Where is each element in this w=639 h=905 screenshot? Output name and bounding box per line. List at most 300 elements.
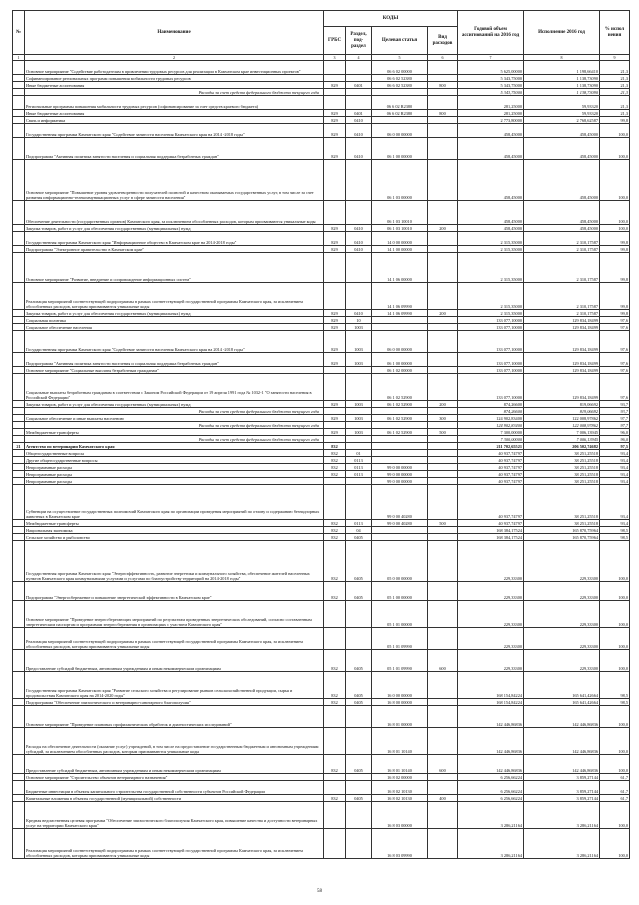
- row-razdel: [346, 61, 372, 75]
- row-plan-amount: 229,33300: [458, 582, 524, 601]
- row-expense-type: [428, 160, 458, 201]
- row-expense-type: [428, 283, 458, 310]
- row-grbs: [324, 485, 346, 520]
- row-expense-type: [428, 96, 458, 110]
- row-expense-type: [428, 802, 458, 829]
- table-row: [13, 443, 630, 450]
- header-codes: КОДЫ: [324, 11, 458, 27]
- row-razdel: 0405: [346, 582, 372, 601]
- row-expense-type: 800: [428, 110, 458, 117]
- row-actual-amount: 38 251,25518: [524, 450, 600, 457]
- row-target-article: [372, 443, 428, 450]
- row-razdel: [346, 802, 372, 829]
- row-target-article: 05 1 01 09990: [372, 650, 428, 672]
- row-percent: 97,6: [600, 374, 630, 401]
- row-actual-amount: 142 446,86836: [524, 728, 600, 755]
- row-expense-type: [428, 774, 458, 781]
- row-percent: 99,8: [600, 246, 630, 253]
- header-num: №: [13, 11, 25, 55]
- row-razdel: 0410: [346, 310, 372, 317]
- row-target-article: 06 1 00 00000: [372, 138, 428, 160]
- row-name: Расходы за счет средств федерального бюджета текущего года: [25, 422, 324, 429]
- row-name: Сельское хозяйство и рыболовство: [25, 534, 324, 541]
- row-name: Расходы на обеспечение деятельности (оказание услуг) учреждений, в том числе на предоставление государственным бюджетным и автономным учреждениям субсидий, за исключением обособленных расходов, которым присваиваются уникальные коды: [25, 728, 324, 755]
- row-plan-amount: 874,26600: [458, 408, 524, 415]
- row-plan-amount: 5 343,75000: [458, 82, 524, 89]
- row-percent: 100,0: [600, 124, 630, 138]
- row-grbs: [324, 628, 346, 650]
- row-razdel: [346, 408, 372, 415]
- row-percent: 97,5: [600, 443, 630, 450]
- row-target-article: 06 1 02 00000: [372, 367, 428, 374]
- row-actual-amount: 819,06692: [524, 401, 600, 408]
- row-percent: 97,6: [600, 317, 630, 324]
- row-plan-amount: 6 256,66224: [458, 781, 524, 795]
- row-percent: 98,5: [600, 672, 630, 699]
- row-target-article: 16 8 03 00000: [372, 802, 428, 829]
- table-row: [13, 728, 630, 755]
- row-number: [13, 246, 25, 253]
- row-name: Реализация мероприятий соответствующей подпрограммы в рамках соответствующей государственной программы Камчатского края, за исключением обособленных расходов, которым присваиваются уникальные коды: [25, 283, 324, 310]
- row-expense-type: [428, 471, 458, 478]
- table-note-row: [13, 436, 630, 443]
- table-row: [13, 534, 630, 541]
- row-percent: 21,3: [600, 96, 630, 110]
- table-row: [13, 367, 630, 374]
- row-actual-amount: 165 870,75964: [524, 527, 600, 534]
- row-name: Предоставление субсидий бюджетным, автономным учреждениям и иным некоммерческим организациям: [25, 650, 324, 672]
- row-name: Основное мероприятие "Содействие работодателям в привлечении трудовых ресурсов для реализации в Камчатском крае инвестиционных проектов": [25, 61, 324, 75]
- row-plan-amount: 168 384,17524: [458, 527, 524, 534]
- row-name: Государственная программа Камчатского края "Информационное общество в Камчатском крае на 2014-2018 годы": [25, 232, 324, 246]
- row-razdel: 0401: [346, 82, 372, 89]
- row-number: [13, 374, 25, 401]
- row-razdel: 04: [346, 527, 372, 534]
- row-percent: 93,4: [600, 520, 630, 527]
- row-grbs: [324, 75, 346, 82]
- row-plan-amount: 40 937,74797: [458, 471, 524, 478]
- row-number: [13, 755, 25, 774]
- row-percent: 96,0: [600, 429, 630, 436]
- row-percent: 93,4: [600, 450, 630, 457]
- row-name: Агентство по ветеринарии Камчатского края: [25, 443, 324, 450]
- row-target-article: 05 1 01 09990: [372, 628, 428, 650]
- row-number: [13, 422, 25, 429]
- row-expense-type: [428, 436, 458, 443]
- table-row: [13, 672, 630, 699]
- row-target-article: 14 1 06 09990: [372, 283, 428, 310]
- row-grbs: 832: [324, 464, 346, 471]
- row-grbs: 832: [324, 795, 346, 802]
- row-razdel: 0410: [346, 246, 372, 253]
- row-target-article: 14 1 06 09990: [372, 310, 428, 317]
- row-number: [13, 429, 25, 436]
- row-target-article: 06 1 03 10010: [372, 201, 428, 225]
- row-actual-amount: 38 251,25518: [524, 520, 600, 527]
- column-index: 9: [600, 55, 630, 61]
- row-plan-amount: 142 446,86836: [458, 728, 524, 755]
- row-percent: 93,7: [600, 408, 630, 415]
- row-plan-amount: 229,33300: [458, 628, 524, 650]
- row-name: Непрограммные расходы: [25, 471, 324, 478]
- row-name: Межбюджетные трансферты: [25, 520, 324, 527]
- row-target-article: [372, 117, 428, 124]
- row-expense-type: 400: [428, 795, 458, 802]
- row-plan-amount: 6 256,66224: [458, 774, 524, 781]
- row-razdel: 0113: [346, 457, 372, 464]
- row-percent: 21,3: [600, 89, 630, 96]
- row-plan-amount: 124 902,83400: [458, 422, 524, 429]
- row-plan-amount: 5 343,75000: [458, 89, 524, 96]
- row-name: Основное мероприятие "Проведение энергосберегающих мероприятий по результатам проведенных энергетических обследований, согласно составленным энергетическим паспортам и программам энергосбережения в организациях с участием Камчатского края": [25, 601, 324, 628]
- row-plan-amount: 168 154,84224: [458, 672, 524, 699]
- row-number: [13, 324, 25, 331]
- row-expense-type: 200: [428, 401, 458, 408]
- row-expense-type: [428, 728, 458, 755]
- row-percent: 100,0: [600, 601, 630, 628]
- table-row: [13, 283, 630, 310]
- row-expense-type: [428, 541, 458, 582]
- row-number: [13, 331, 25, 353]
- row-number: [13, 464, 25, 471]
- row-name: Социальное обеспечение и иные выплаты населению: [25, 415, 324, 422]
- row-razdel: [346, 436, 372, 443]
- row-name: Государственная программа Камчатского края "Содействие занятости населения Камчатского края на 2014 -2018 годы": [25, 331, 324, 353]
- row-expense-type: [428, 450, 458, 457]
- row-number: [13, 527, 25, 534]
- row-actual-amount: 229,33300: [524, 601, 600, 628]
- row-razdel: [346, 89, 372, 96]
- row-target-article: 99 0 00 00000: [372, 478, 428, 485]
- row-expense-type: [428, 124, 458, 138]
- row-actual-amount: 165 870,75964: [524, 534, 600, 541]
- row-percent: 93,4: [600, 464, 630, 471]
- row-name: Региональные программы повышения мобильности трудовых ресурсов (софинансирование за счет средств краевого бюджета): [25, 96, 324, 110]
- row-number: [13, 485, 25, 520]
- row-razdel: 1003: [346, 331, 372, 353]
- row-grbs: 829: [324, 110, 346, 117]
- row-name: Основное мероприятие "Повышение уровня удовлетворенности получателей полнотой и качеством оказываемых государственных услуг, в том числе за счет развития информационно-телекоммуникационных услуг в сфере занятости населения": [25, 160, 324, 201]
- table-row: [13, 353, 630, 367]
- row-actual-amount: 129 834,18499: [524, 331, 600, 353]
- row-percent: 100,0: [600, 138, 630, 160]
- row-name: Закупка товаров, работ и услуг для обеспечения государственных (муниципальных) нужд: [25, 225, 324, 232]
- row-grbs: 829: [324, 353, 346, 367]
- table-row: [13, 201, 630, 225]
- row-name: Социальное обеспечение населения: [25, 324, 324, 331]
- row-target-article: [372, 317, 428, 324]
- row-grbs: 832: [324, 699, 346, 706]
- row-expense-type: [428, 672, 458, 699]
- row-percent: 100,0: [600, 728, 630, 755]
- row-name: Софинансирование региональных программ повышения мобильности трудовых ресурсов: [25, 75, 324, 82]
- row-expense-type: 800: [428, 82, 458, 89]
- row-grbs: [324, 774, 346, 781]
- row-target-article: 05 0 00 00000: [372, 541, 428, 582]
- row-name: Социальные выплаты безработным гражданам в соответствии с Законом Российской Федерации от 19 апреля 1991 года № 1032-1 "О занятости населения в Российской Федерации": [25, 374, 324, 401]
- row-actual-amount: 229,33300: [524, 541, 600, 582]
- row-number: [13, 283, 25, 310]
- table-row: [13, 110, 630, 117]
- table-row: [13, 253, 630, 283]
- row-expense-type: [428, 201, 458, 225]
- row-percent: 97,7: [600, 422, 630, 429]
- row-razdel: 0410: [346, 225, 372, 232]
- row-expense-type: [428, 485, 458, 520]
- row-expense-type: [428, 829, 458, 859]
- row-target-article: 06 1 02 52900: [372, 429, 428, 436]
- row-actual-amount: 7 006,13945: [524, 429, 600, 436]
- row-grbs: 829: [324, 117, 346, 124]
- row-plan-amount: 7 300,00000: [458, 436, 524, 443]
- row-plan-amount: 458,45000: [458, 138, 524, 160]
- page-number: 58: [317, 889, 322, 894]
- row-razdel: 0410: [346, 124, 372, 138]
- row-actual-amount: 1 138,73090: [524, 89, 600, 96]
- row-percent: 100,0: [600, 225, 630, 232]
- row-actual-amount: 129 834,18499: [524, 317, 600, 324]
- row-percent: 93,4: [600, 478, 630, 485]
- row-grbs: [324, 829, 346, 859]
- row-expense-type: [428, 324, 458, 331]
- row-grbs: [324, 802, 346, 829]
- row-razdel: 0401: [346, 110, 372, 117]
- row-actual-amount: 1 138,73090: [524, 75, 600, 82]
- row-actual-amount: 129 834,18499: [524, 353, 600, 367]
- table-row: [13, 650, 630, 672]
- row-plan-amount: 142 446,86836: [458, 706, 524, 728]
- row-expense-type: [428, 706, 458, 728]
- row-expense-type: [428, 478, 458, 485]
- row-razdel: 1003: [346, 401, 372, 408]
- row-target-article: [372, 534, 428, 541]
- row-razdel: 1003: [346, 324, 372, 331]
- row-number: [13, 138, 25, 160]
- row-target-article: [372, 422, 428, 429]
- row-number: [13, 317, 25, 324]
- row-name: Бюджетные инвестиции в объекты капитального строительства государственной собственности субъектов Российской Федерации: [25, 781, 324, 795]
- row-grbs: [324, 408, 346, 415]
- row-plan-amount: 133 077,10000: [458, 317, 524, 324]
- row-actual-amount: 165 641,42664: [524, 672, 600, 699]
- row-plan-amount: 40 937,74797: [458, 464, 524, 471]
- row-percent: 99,8: [600, 310, 630, 317]
- row-expense-type: [428, 781, 458, 795]
- row-percent: 100,0: [600, 650, 630, 672]
- row-percent: 61,7: [600, 795, 630, 802]
- row-target-article: 16 8 02 10130: [372, 795, 428, 802]
- row-name: Расходы за счет средств федерального бюджета текущего года: [25, 436, 324, 443]
- row-actual-amount: 3 859,27144: [524, 795, 600, 802]
- row-expense-type: 300: [428, 415, 458, 422]
- row-expense-type: [428, 89, 458, 96]
- row-name: Кредная ведомственная целевая программа "Обеспечение эпизоотического благополучия Камчатского края, повышение качества и доступности ветеринарных услуг на территории Камчатского края": [25, 802, 324, 829]
- table-row: [13, 795, 630, 802]
- row-expense-type: 200: [428, 310, 458, 317]
- row-target-article: 06 6 02 52380: [372, 75, 428, 82]
- row-number: [13, 232, 25, 246]
- row-plan-amount: 2 315,35000: [458, 246, 524, 253]
- row-target-article: 16 8 02 00000: [372, 774, 428, 781]
- row-plan-amount: 2 773,80000: [458, 117, 524, 124]
- row-name: Подпрограмма "Обеспечение эпизоотического и ветеринарно-санитарного благополучия": [25, 699, 324, 706]
- row-expense-type: [428, 117, 458, 124]
- row-number: [13, 353, 25, 367]
- row-target-article: 16 8 00 00000: [372, 699, 428, 706]
- table-row: [13, 415, 630, 422]
- row-plan-amount: 133 077,10000: [458, 353, 524, 367]
- table-row: [13, 138, 630, 160]
- row-percent: 100,0: [600, 755, 630, 774]
- row-number: [13, 225, 25, 232]
- row-name: Реализация мероприятий соответствующей подпрограммы в рамках соответствующей государственной программы Камчатского края, за исключением обособленных расходов, которым присваиваются уникальные коды: [25, 829, 324, 859]
- row-razdel: 0405: [346, 672, 372, 699]
- row-plan-amount: 40 937,74797: [458, 450, 524, 457]
- table-row: [13, 160, 630, 201]
- header-fact: Исполнение 2016 год: [524, 11, 600, 55]
- row-percent: 21,3: [600, 110, 630, 117]
- table-row: [13, 601, 630, 628]
- row-actual-amount: 38 251,25518: [524, 478, 600, 485]
- header-name: Наименование: [25, 11, 324, 55]
- row-percent: 99,8: [600, 117, 630, 124]
- row-grbs: 829: [324, 401, 346, 408]
- row-grbs: 832: [324, 520, 346, 527]
- table-row: [13, 96, 630, 110]
- row-number: [13, 706, 25, 728]
- row-target-article: [372, 408, 428, 415]
- row-actual-amount: 129 834,18499: [524, 367, 600, 374]
- column-index: 3: [324, 55, 346, 61]
- row-actual-amount: 3 286,21164: [524, 829, 600, 859]
- row-number: [13, 650, 25, 672]
- row-name: Предоставление субсидий бюджетным, автономным учреждениям и иным некоммерческим организациям: [25, 755, 324, 774]
- row-razdel: 10: [346, 317, 372, 324]
- header-pct: % испол нения: [600, 11, 630, 55]
- row-razdel: [346, 728, 372, 755]
- row-plan-amount: 40 937,74797: [458, 478, 524, 485]
- row-plan-amount: 168 384,17524: [458, 534, 524, 541]
- row-expense-type: 500: [428, 429, 458, 436]
- row-razdel: [346, 443, 372, 450]
- row-expense-type: [428, 422, 458, 429]
- row-number: [13, 75, 25, 82]
- row-plan-amount: 133 077,10000: [458, 324, 524, 331]
- row-plan-amount: 229,33300: [458, 601, 524, 628]
- row-actual-amount: 38 251,25518: [524, 464, 600, 471]
- row-target-article: [372, 89, 428, 96]
- row-target-article: [372, 450, 428, 457]
- row-actual-amount: 1 198,66410: [524, 61, 600, 75]
- row-plan-amount: 874,26600: [458, 401, 524, 408]
- table-row: [13, 699, 630, 706]
- row-target-article: 05 1 01 00000: [372, 601, 428, 628]
- row-percent: 99,8: [600, 232, 630, 246]
- row-name: Государственная программа Камчатского края "Развитие сельского хозяйства и регулирование рынков сельскохозяйственной продукции, сырья и продовольствия Камчатского края на 2014-2020 годы": [25, 672, 324, 699]
- row-expense-type: [428, 367, 458, 374]
- row-razdel: 1003: [346, 415, 372, 422]
- row-actual-amount: 2 310,17587: [524, 310, 600, 317]
- row-percent: 21,3: [600, 75, 630, 82]
- row-target-article: [372, 457, 428, 464]
- table-row: [13, 124, 630, 138]
- table-row: [13, 781, 630, 795]
- row-expense-type: [428, 408, 458, 415]
- row-number: [13, 699, 25, 706]
- row-number: [13, 367, 25, 374]
- row-name: Социальная политика: [25, 317, 324, 324]
- row-target-article: 06 6 02 R2380: [372, 96, 428, 110]
- row-number: [13, 415, 25, 422]
- row-grbs: [324, 160, 346, 201]
- row-actual-amount: 229,33300: [524, 628, 600, 650]
- row-target-article: 06 1 02 52900: [372, 374, 428, 401]
- row-percent: 93,7: [600, 401, 630, 408]
- row-actual-amount: 165 641,42664: [524, 699, 600, 706]
- row-grbs: [324, 61, 346, 75]
- row-target-article: 06 0 00 00000: [372, 331, 428, 353]
- row-grbs: 829: [324, 138, 346, 160]
- row-expense-type: [428, 628, 458, 650]
- row-razdel: 0410: [346, 232, 372, 246]
- row-expense-type: [428, 582, 458, 601]
- row-expense-type: [428, 75, 458, 82]
- row-grbs: 832: [324, 471, 346, 478]
- row-plan-amount: 281,25000: [458, 96, 524, 110]
- row-actual-amount: 458,45000: [524, 124, 600, 138]
- row-razdel: 0405: [346, 755, 372, 774]
- row-target-article: 14 1 06 00000: [372, 253, 428, 283]
- row-actual-amount: 129 834,18499: [524, 324, 600, 331]
- row-grbs: [324, 436, 346, 443]
- row-razdel: [346, 374, 372, 401]
- row-grbs: [324, 283, 346, 310]
- row-grbs: [324, 367, 346, 374]
- row-target-article: 06 1 03 00000: [372, 160, 428, 201]
- row-actual-amount: 2 310,17587: [524, 246, 600, 253]
- row-actual-amount: 142 446,86836: [524, 706, 600, 728]
- row-target-article: 99 0 00 40280: [372, 485, 428, 520]
- row-number: [13, 582, 25, 601]
- header-vr: Вид расходов: [428, 27, 458, 55]
- row-grbs: [324, 253, 346, 283]
- row-expense-type: [428, 232, 458, 246]
- row-target-article: 16 8 03 09990: [372, 829, 428, 859]
- row-grbs: 832: [324, 450, 346, 457]
- row-razdel: 0405: [346, 541, 372, 582]
- row-plan-amount: 2 315,35000: [458, 283, 524, 310]
- row-number: [13, 436, 25, 443]
- row-name: Государственная программа Камчатского края "Содействие занятости населения Камчатского края на 2014 -2018 годы": [25, 124, 324, 138]
- row-actual-amount: 122 008,97862: [524, 415, 600, 422]
- row-actual-amount: 142 446,86836: [524, 755, 600, 774]
- row-grbs: [324, 96, 346, 110]
- row-name: Государственная программа Камчатского края "Энергоэффективность, развитие энергетики и коммунального хозяйства, обеспечение жителей населенных пунктов Камчатского края коммунальными услугами и услугами по благоустройству территорий на 2014-2018 годы": [25, 541, 324, 582]
- column-index: 8: [524, 55, 600, 61]
- row-target-article: 16 0 00 00000: [372, 672, 428, 699]
- row-grbs: 832: [324, 534, 346, 541]
- table-row: [13, 61, 630, 75]
- row-expense-type: 500: [428, 520, 458, 527]
- row-expense-type: [428, 138, 458, 160]
- row-number: [13, 124, 25, 138]
- row-grbs: [324, 374, 346, 401]
- row-percent: 61,7: [600, 774, 630, 781]
- row-percent: 100,0: [600, 802, 630, 829]
- row-plan-amount: 281,25000: [458, 110, 524, 117]
- row-name: Иные бюджетные ассигнования: [25, 82, 324, 89]
- row-plan-amount: 168 154,84224: [458, 699, 524, 706]
